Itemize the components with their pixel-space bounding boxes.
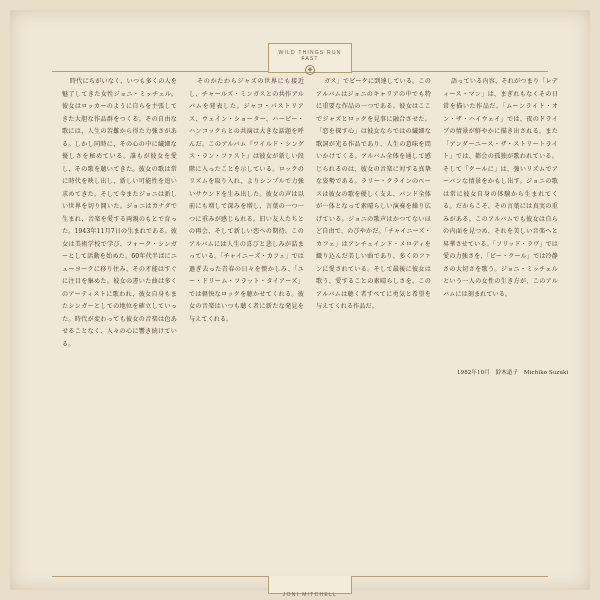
- text-column-4: [443, 73, 569, 573]
- header-plate: [268, 43, 352, 73]
- column-2-text: そのかたわらジャズの世界にも接近し、チャールズ・ミンガスとの共作アルバムを発表した。ジャコ・パストリアス、ウェイン・ショーター、ハービー・ハンコックらとの共演は大きな話題を呼んだ。このアルバム『ワイルド・シングス・ラン・ファスト』は彼女が新しい段階に入ったことを示している。ロックのリズムを取り入れ、よりシンプルで力強いサウンドを生み出した。彼女の声は以前にも増して深みを増し、言葉の一つ一つに重みが感じられる。旧い友人たちとの再会、そして新しい恋への期待。このアルバムには人生の喜びと悲しみが詰まっている。「チャイニーズ・カフェ」では過ぎ去った青春の日々を懐かしみ、「ユー・ドリーム・フラット・タイアーズ」では軽快なロックを聴かせてくれる。彼女の音楽はいつも聴く者に新たな発見を与えてくれる。: [189, 78, 304, 323]
- signature-name-en: Michiko Suzuki: [523, 370, 569, 376]
- column-4-text: 語っている内容、それがつまり「レディース・マン」は、まぎれもなくその日常を描いた作品だ。「ムーンライト・オン・ザ・ハイウェイ」では、夜のドライブの情景が鮮やかに描き出される。また「アンダーニース・ザ・ストリートライト」では、都会の孤独が歌われている。そして「クールに」は、強いリズムでアーバンな情景をかもし出す。ジョニの歌は常に彼女自身の体験から生まれてくる。だからこそ、その言葉には真実の重みがある。このアルバムでも彼女は自らの内面を見つめ、それを美しい音楽へと昇華させている。「ソリッド・ラヴ」では愛の力強さを、「ビー・クール」では冷静さの大切さを歌う。ジョニ・ミッチェルという一人の女性の生き方が、このアルバムには刻まれている。: [443, 78, 558, 298]
- signature-date: 1982年10月: [457, 370, 490, 376]
- text-column-3: [316, 73, 431, 573]
- author-signature: [457, 367, 572, 380]
- signature-name-jp: 鈴木道子: [495, 370, 519, 376]
- column-1-text: 時代にちがいなく、いつも多くの人を魅了してきた女性ジョニ・ミッチェル。彼女はロッカーのように自らを主張してきた大胆な作品群をつくる。その自由な歌には、人生の苦難から得た力強さがある。しかし同時に、その心の中に繊細な優しさを秘めている。誰もが彼女を愛し、その歌を聴いてきた。彼女の歌は常に時代を映し出し、新しい可能性を追い求めてきた。そして今またジョニは新しい世界を切り開いた。ジョニはカナダで生まれ、音楽を愛する両親のもとで育った。1943年11月7日の生まれである。彼女は美術学校で学び、フォーク・シンガーとして活動を始めた。60年代半ばにニューヨークに移り住み、その才能はすぐに注目を集めた。彼女の書いた曲は多くのアーティストに歌われ、彼女自身もまたシンガーとしての地位を確立していった。時代が変わっても彼女の音楽は色あせることなく、人々の心に響き続けている。: [62, 78, 177, 348]
- album-title: WILD THINGS RUN FAST: [278, 50, 342, 62]
- column-3-text: ガス」でピークに到達している。このアルバムはジョニのキャリアの中でも特に重要な作品の一つである。彼女はここでジャズとロックを見事に融合させた。「恋を探す心」は彼女ならではの繊細な歌詞が光る作品であり、人生の意味を問いかけてくる。アルバム全体を通して感じられるのは、彼女の音楽に対する真摯な姿勢である。ラリー・クラインのベースは彼女の歌を優しく支え、バンド全体が一体となって素晴らしい演奏を繰り広げている。ジョニの歌声はかつてないほど自由で、のびやかだ。「チャイニーズ・カフェ」はアンチェインド・メロディを織り込んだ美しい曲であり、多くのファンに愛されている。そして最後に彼女は歌う、愛することの素晴らしさを。このアルバムは聴く者すべてに勇気と希望を与えてくれる作品だ。: [316, 78, 431, 310]
- text-column-2: [189, 73, 304, 573]
- ornament-icon: ◆: [305, 65, 315, 75]
- paper-sheet: [10, 10, 590, 598]
- footer-plate: [268, 576, 352, 598]
- text-column-1: [62, 73, 177, 573]
- liner-notes-columns: [62, 73, 569, 573]
- artist-name: JONI MITCHELL: [282, 592, 338, 598]
